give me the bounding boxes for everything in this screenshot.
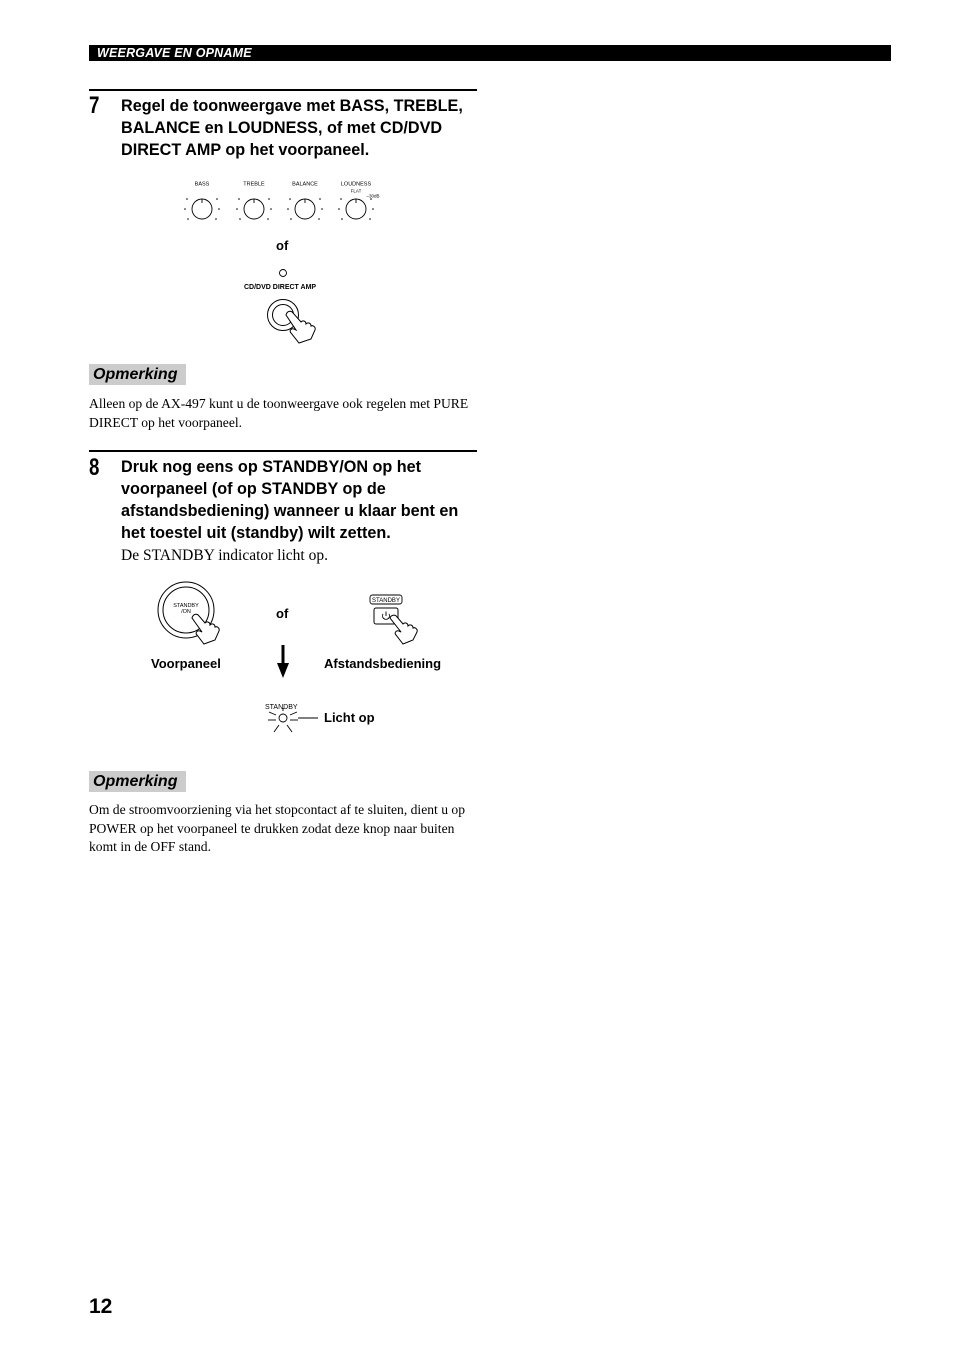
note1-label: Opmerking — [89, 364, 186, 385]
standby-indicator-label: STANDBY — [265, 704, 298, 711]
direct-amp-label: CD/DVD DIRECT AMP — [244, 284, 317, 291]
note1-text: Alleen op de AX-497 kunt u de toonweergave ook regelen met PURE DIRECT op het voorpaneel. — [89, 396, 469, 430]
direct-amp-indicator-icon — [278, 268, 288, 278]
section-header-label: WEERGAVE EN OPNAME — [97, 46, 252, 60]
step8-number: 8 — [89, 454, 100, 481]
note2-label: Opmerking — [89, 771, 186, 792]
loudness-db-label: –30dB — [366, 193, 380, 199]
page-number: 12 — [89, 1295, 113, 1318]
step7-number: 7 — [89, 92, 100, 119]
direct-amp-button-icon — [264, 298, 322, 344]
tone-knobs-figure — [180, 176, 390, 232]
remote-standby-button-icon — [368, 594, 424, 646]
remote-control-label: Afstandsbediening — [324, 656, 442, 671]
lights-up-label: Licht op — [324, 710, 375, 725]
standby-on-button-icon — [156, 580, 226, 646]
knob-label-loudness: LOUDNESS — [340, 181, 372, 188]
knob-label-balance: BALANCE — [292, 181, 318, 188]
down-arrow-icon — [276, 645, 290, 679]
step8-title: Druk nog eens op STANDBY/ON op het voorpaneel (of op STANDBY op de afstandsbediening) wanneer u klaar bent en het toestel uit (standby) wilt zetten. — [121, 458, 459, 542]
pointing-hand-icon — [390, 615, 417, 644]
step8-rule — [89, 450, 477, 452]
loudness-flat-label: FLAT — [350, 188, 362, 194]
standby-on-label-line2: /ON — [181, 609, 191, 615]
note2-text: Om de stroomvoorziening via het stopcontact af te sluiten, dient u op POWER op het voorpaneel te drukken zodat deze knop naar buiten komt in de OFF stand. — [89, 802, 466, 854]
step8-body: De STANDBY indicator licht op. — [121, 547, 328, 564]
step7-rule — [89, 89, 477, 91]
section-header-bar — [89, 45, 891, 61]
step8-or-label: of — [276, 606, 289, 621]
front-panel-label: Voorpaneel — [151, 656, 221, 671]
step7-title: Regel de toonweergave met BASS, TREBLE, BALANCE en LOUDNESS, of met CD/DVD DIRECT AMP op het voorpaneel. — [121, 97, 463, 159]
standby-on-label-line1: STANDBY — [173, 603, 199, 609]
step7-or-label: of — [276, 238, 289, 253]
knob-label-bass: BASS — [194, 181, 210, 188]
remote-standby-label: STANDBY — [372, 598, 400, 604]
standby-indicator-lit-icon — [264, 706, 324, 738]
knob-label-treble: TREBLE — [243, 181, 265, 188]
